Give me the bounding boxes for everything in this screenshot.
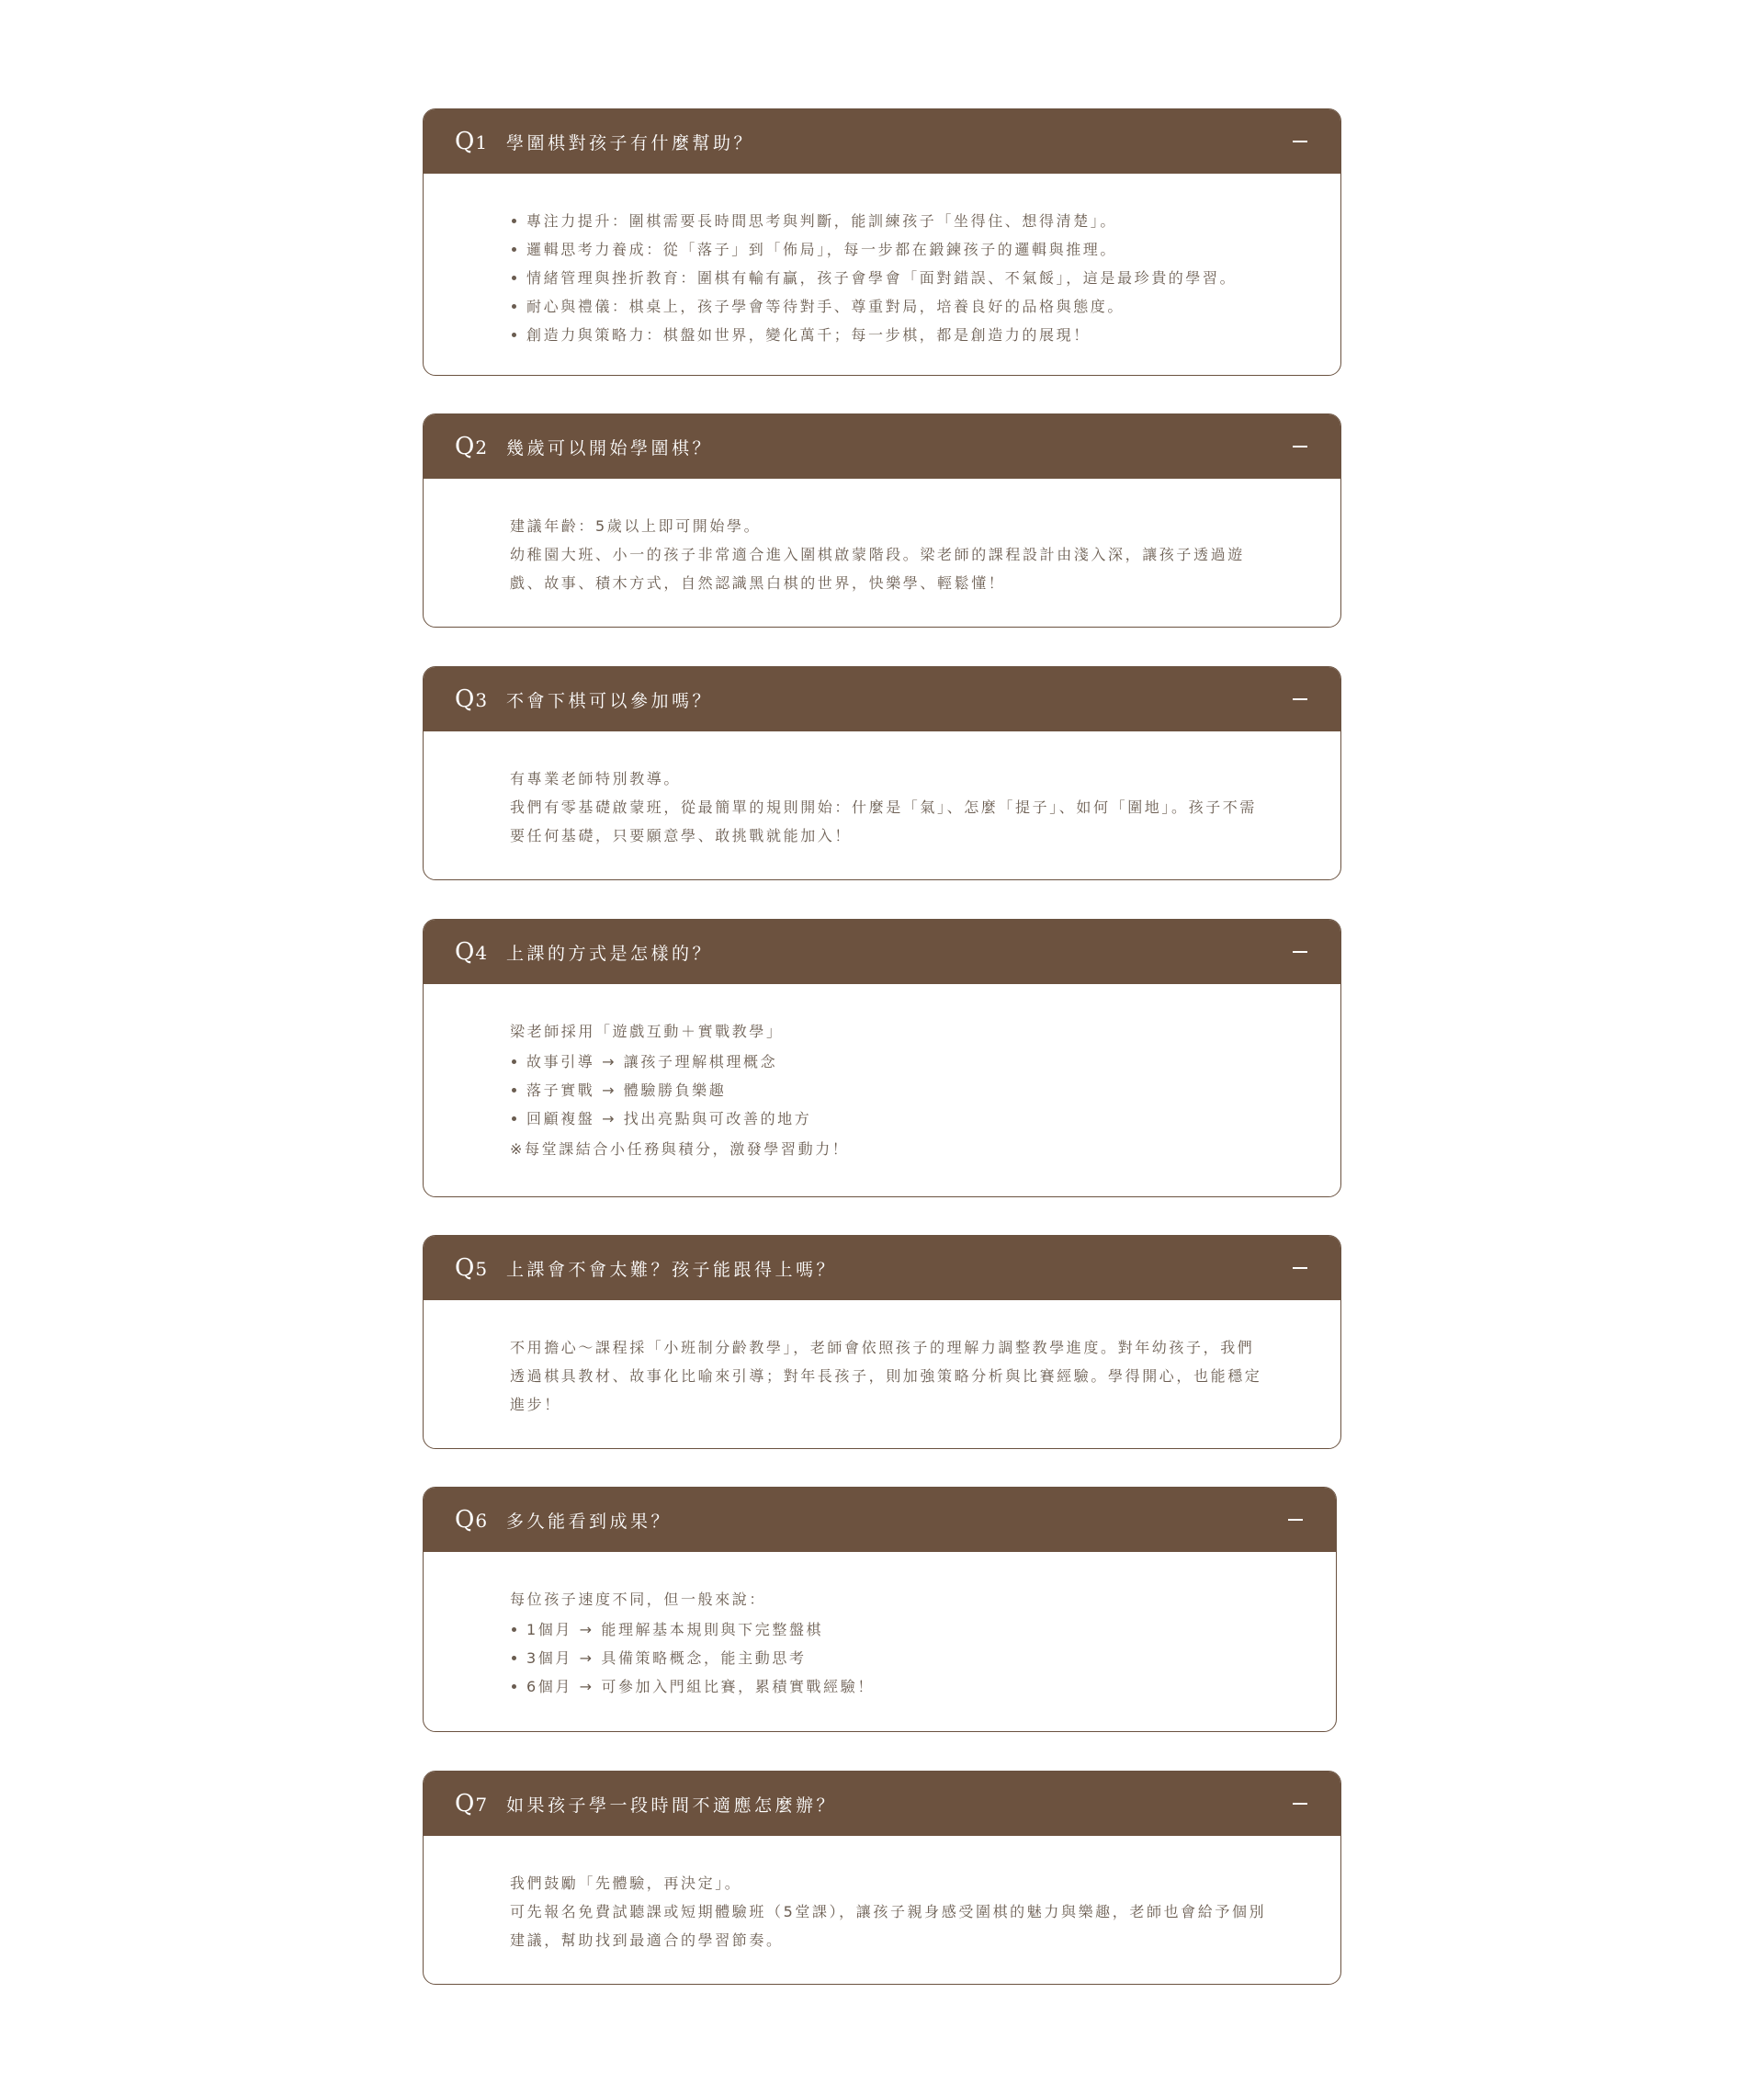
answer-body-3 [424, 731, 1340, 850]
faq-header-1[interactable] [424, 109, 1340, 174]
faq-header-4[interactable] [424, 920, 1340, 984]
collapse-icon[interactable] [1293, 141, 1307, 142]
answer-text: 可先報名免費試聽課或短期體驗班（5堂課），讓孩子親身感受圍棋的魅力與樂趣，老師也會給予個別建議，幫助找到最適合的學習節奏。 [510, 1903, 1267, 1949]
answer-body-5 [424, 1300, 1340, 1419]
faq-item-1 [423, 108, 1341, 376]
answer-list [510, 207, 1267, 349]
faq-item-5 [423, 1235, 1341, 1449]
answer-text: 我們鼓勵「先體驗，再決定」。 [510, 1874, 742, 1892]
question-title: 上課會不會太難？孩子能跟得上嗎？ [506, 1259, 838, 1280]
collapse-icon[interactable] [1293, 446, 1307, 447]
question-number: Q6 [455, 1506, 489, 1534]
question-title: 幾歲可以開始學圍棋？ [506, 437, 714, 459]
collapse-icon[interactable] [1293, 1267, 1307, 1269]
faq-item-7 [423, 1771, 1341, 1985]
answer-body-7 [424, 1836, 1340, 1954]
faq-item-6 [423, 1487, 1337, 1732]
faq-header-6[interactable] [424, 1488, 1336, 1552]
collapse-icon[interactable] [1293, 951, 1307, 953]
faq-header-7[interactable] [424, 1772, 1340, 1836]
list-item: 故事引導 → 讓孩子理解棋理概念 [510, 1048, 1267, 1076]
answer-body-6 [424, 1552, 1336, 1701]
question-title: 多久能看到成果？ [506, 1511, 673, 1532]
list-item: 耐心與禮儀：棋桌上，孩子學會等待對手、尊重對局，培養良好的品格與態度。 [510, 292, 1267, 321]
question-number: Q4 [455, 938, 489, 966]
answer-body-2 [424, 479, 1340, 597]
answer-text: 建議年齡：5歲以上即可開始學。 [510, 517, 762, 535]
question-title: 學圍棋對孩子有什麼幫助？ [506, 132, 755, 153]
faq-header-2[interactable] [424, 414, 1340, 479]
answer-text: 有專業老師特別教導。 [510, 770, 682, 787]
list-item: 專注力提升：圍棋需要長時間思考與判斷，能訓練孩子「坐得住、想得清楚」。 [510, 207, 1267, 235]
question-number: Q5 [455, 1254, 489, 1282]
list-item: 情緒管理與挫折教育：圍棋有輸有贏，孩子會學會「面對錯誤、不氣餒」，這是最珍貴的學習。 [510, 264, 1267, 292]
list-item: 回顧複盤 → 找出亮點與可改善的地方 [510, 1104, 1267, 1133]
question-number: Q3 [455, 685, 489, 713]
list-item: 3個月 → 具備策略概念，能主動思考 [510, 1644, 1262, 1672]
answer-note: ※每堂課結合小任務與積分，激發學習動力！ [510, 1140, 850, 1158]
answer-text: 不用擔心～課程採「小班制分齡教學」，老師會依照孩子的理解力調整教學進度。對年幼孩子，我們透過棋具教材、故事化比喻來引導；對年長孩子，則加強策略分析與比賽經驗。學得開心，也能穩定進步！ [510, 1339, 1262, 1413]
list-item: 落子實戰 → 體驗勝負樂趣 [510, 1076, 1267, 1104]
collapse-icon[interactable] [1293, 1803, 1307, 1805]
faq-header-3[interactable] [424, 667, 1340, 731]
faq-item-2 [423, 413, 1341, 628]
list-item: 邏輯思考力養成：從「落子」到「佈局」，每一步都在鍛鍊孩子的邏輯與推理。 [510, 235, 1267, 264]
question-number: Q2 [455, 433, 489, 460]
list-item: 創造力與策略力：棋盤如世界，變化萬千；每一步棋，都是創造力的展現！ [510, 321, 1267, 349]
collapse-icon[interactable] [1293, 698, 1307, 700]
question-number: Q1 [455, 128, 489, 155]
answer-text: 每位孩子速度不同，但一般來說： [510, 1591, 767, 1608]
question-title: 上課的方式是怎樣的？ [506, 943, 714, 964]
faq-item-4 [423, 919, 1341, 1197]
list-item: 6個月 → 可參加入門組比賽，累積實戰經驗！ [510, 1672, 1262, 1701]
faq-item-3 [423, 666, 1341, 880]
question-number: Q7 [455, 1790, 489, 1818]
question-title: 不會下棋可以參加嗎？ [506, 690, 714, 711]
collapse-icon[interactable] [1288, 1519, 1303, 1521]
answer-list [510, 1048, 1267, 1133]
question-title: 如果孩子學一段時間不適應怎麼辦？ [506, 1795, 838, 1816]
answer-text: 梁老師採用「遊戲互動＋實戰教學」 [510, 1023, 784, 1040]
faq-header-5[interactable] [424, 1236, 1340, 1300]
answer-list [510, 1615, 1262, 1701]
answer-body-4 [424, 984, 1340, 1163]
answer-text: 我們有零基礎啟蒙班，從最簡單的規則開始：什麼是「氣」、怎麼「提子」、如何「圍地」。孩子不需要任何基礎，只要願意學、敢挑戰就能加入！ [510, 798, 1258, 844]
answer-body-1 [424, 174, 1340, 349]
answer-text: 幼稚園大班、小一的孩子非常適合進入圍棋啟蒙階段。梁老師的課程設計由淺入深，讓孩子透過遊戲、故事、積木方式，自然認識黑白棋的世界，快樂學、輕鬆懂！ [510, 546, 1245, 592]
list-item: 1個月 → 能理解基本規則與下完整盤棋 [510, 1615, 1262, 1644]
